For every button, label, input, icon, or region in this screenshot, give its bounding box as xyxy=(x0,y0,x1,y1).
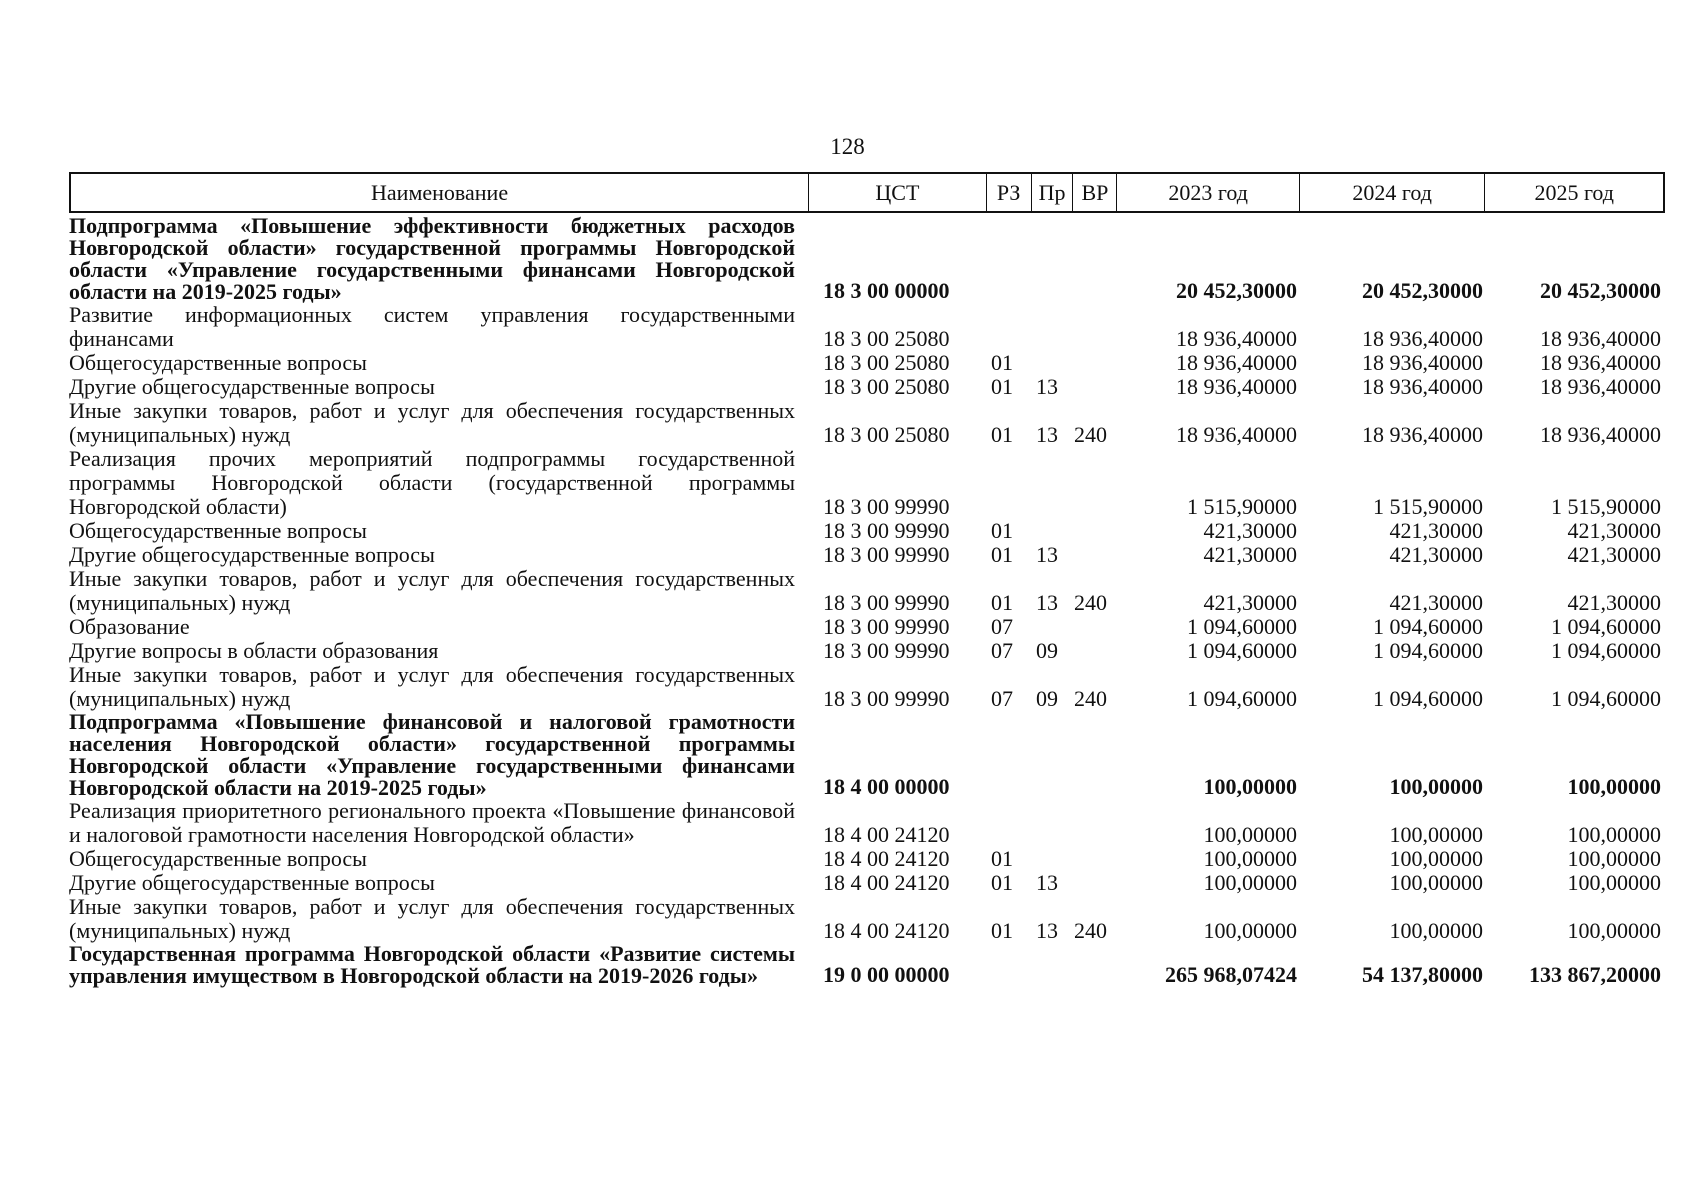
row-2025: 100,00000 xyxy=(1567,870,1661,895)
table-row xyxy=(69,351,1665,375)
row-2024: 18 936,40000 xyxy=(1362,326,1483,351)
row-pr: 13 xyxy=(1036,918,1058,943)
row-pr: 13 xyxy=(1036,542,1058,567)
table-row xyxy=(69,711,1665,799)
row-2024: 18 936,40000 xyxy=(1362,350,1483,375)
row-2023: 100,00000 xyxy=(1203,918,1297,943)
row-name: Общегосударственные вопросы xyxy=(69,350,367,375)
header-2023: 2023 год xyxy=(1117,174,1300,211)
row-2023: 18 936,40000 xyxy=(1176,422,1297,447)
table-row xyxy=(69,303,1665,351)
row-pr: 13 xyxy=(1036,374,1058,399)
table-row xyxy=(69,543,1665,567)
row-2025: 20 452,30000 xyxy=(1540,278,1661,303)
table-row xyxy=(69,375,1665,399)
header-name: Наименование xyxy=(71,174,809,211)
row-2023: 1 094,60000 xyxy=(1187,614,1297,639)
row-2024: 1 094,60000 xyxy=(1373,686,1483,711)
row-name: Иные закупки товаров, работ и услуг для обеспечения государственных (муниципальных) нужд xyxy=(69,398,795,447)
row-2025: 100,00000 xyxy=(1567,846,1661,871)
row-2024: 100,00000 xyxy=(1389,870,1483,895)
row-2024: 54 137,80000 xyxy=(1362,962,1483,987)
row-2023: 421,30000 xyxy=(1203,590,1297,615)
table-row xyxy=(69,399,1665,447)
row-cst: 18 4 00 24120 xyxy=(823,870,950,895)
table-row xyxy=(69,519,1665,543)
row-2025: 18 936,40000 xyxy=(1540,374,1661,399)
header-rz: РЗ xyxy=(987,174,1032,211)
row-cst: 18 3 00 99990 xyxy=(823,542,950,567)
budget-table xyxy=(69,172,1665,987)
row-2024: 18 936,40000 xyxy=(1362,422,1483,447)
header-cst: ЦСТ xyxy=(809,174,987,211)
row-2024: 421,30000 xyxy=(1389,542,1483,567)
row-2025: 1 094,60000 xyxy=(1551,686,1661,711)
table-row xyxy=(69,895,1665,943)
row-rz: 01 xyxy=(991,350,1013,375)
table-row xyxy=(69,615,1665,639)
row-rz: 07 xyxy=(991,638,1013,663)
row-2024: 1 094,60000 xyxy=(1373,638,1483,663)
row-cst: 18 3 00 99990 xyxy=(823,614,950,639)
row-cst: 18 3 00 25080 xyxy=(823,350,950,375)
row-2024: 20 452,30000 xyxy=(1362,278,1483,303)
row-rz: 01 xyxy=(991,542,1013,567)
row-2025: 421,30000 xyxy=(1567,590,1661,615)
row-name: Общегосударственные вопросы xyxy=(69,846,367,871)
table-row xyxy=(69,447,1665,519)
row-cst: 18 3 00 99990 xyxy=(823,518,950,543)
table-body xyxy=(69,213,1665,987)
row-cst: 18 3 00 25080 xyxy=(823,326,950,351)
row-cst: 18 4 00 00000 xyxy=(823,774,950,799)
row-cst: 18 3 00 99990 xyxy=(823,638,950,663)
row-name: Реализация прочих мероприятий подпрограммы государственной программы Новгородской области (государственной программы Новгородской области) xyxy=(69,446,795,519)
row-name: Подпрограмма «Повышение финансовой и налоговой грамотности населения Новгородской области» государственной программы Новгородской области «Управление государственными финансами Новгородской области на 2019-2025 годы» xyxy=(69,709,795,800)
row-2025: 1 515,90000 xyxy=(1551,494,1661,519)
row-2024: 100,00000 xyxy=(1389,822,1483,847)
row-pr: 13 xyxy=(1036,590,1058,615)
row-2023: 265 968,07424 xyxy=(1165,962,1297,987)
row-rz: 01 xyxy=(991,590,1013,615)
table-row xyxy=(69,663,1665,711)
row-cst: 18 3 00 00000 xyxy=(823,278,950,303)
row-2025: 1 094,60000 xyxy=(1551,638,1661,663)
row-2023: 18 936,40000 xyxy=(1176,350,1297,375)
row-2024: 100,00000 xyxy=(1389,918,1483,943)
row-2025: 100,00000 xyxy=(1567,918,1661,943)
table-row xyxy=(69,871,1665,895)
row-2025: 133 867,20000 xyxy=(1529,962,1661,987)
row-2025: 18 936,40000 xyxy=(1540,350,1661,375)
row-name: Подпрограмма «Повышение эффективности бюджетных расходов Новгородской области» государственной программы Новгородской области «Управление государственными финансами Новгородской области на 2019-2025 годы» xyxy=(69,213,795,304)
row-2023: 20 452,30000 xyxy=(1176,278,1297,303)
table-row xyxy=(69,215,1665,303)
table-row xyxy=(69,847,1665,871)
header-2025: 2025 год xyxy=(1534,179,1614,205)
row-2025: 18 936,40000 xyxy=(1540,422,1661,447)
row-cst: 19 0 00 00000 xyxy=(823,962,950,987)
row-2024: 18 936,40000 xyxy=(1362,374,1483,399)
row-rz: 01 xyxy=(991,870,1013,895)
row-2024: 1 515,90000 xyxy=(1373,494,1483,519)
row-2024: 100,00000 xyxy=(1389,846,1483,871)
row-name: Иные закупки товаров, работ и услуг для обеспечения государственных (муниципальных) нужд xyxy=(69,662,795,711)
row-rz: 01 xyxy=(991,918,1013,943)
row-rz: 01 xyxy=(991,422,1013,447)
table-row xyxy=(69,567,1665,615)
header-pr: Пр xyxy=(1032,174,1074,211)
row-2025: 421,30000 xyxy=(1567,542,1661,567)
row-2024: 421,30000 xyxy=(1389,518,1483,543)
table-row xyxy=(69,943,1665,987)
row-cst: 18 3 00 25080 xyxy=(823,422,950,447)
row-rz: 01 xyxy=(991,374,1013,399)
row-2025: 100,00000 xyxy=(1567,774,1661,799)
row-cst: 18 3 00 99990 xyxy=(823,590,950,615)
row-2023: 18 936,40000 xyxy=(1176,374,1297,399)
row-cst: 18 3 00 99990 xyxy=(823,686,950,711)
row-2023: 1 515,90000 xyxy=(1187,494,1297,519)
row-vr: 240 xyxy=(1074,422,1107,447)
row-name: Развитие информационных систем управления государственными финансами xyxy=(69,302,795,351)
row-2023: 421,30000 xyxy=(1203,542,1297,567)
row-vr: 240 xyxy=(1074,686,1107,711)
row-name: Реализация приоритетного регионального проекта «Повышение финансовой и налоговой грамотности населения Новгородской области» xyxy=(69,798,795,847)
row-2025: 1 094,60000 xyxy=(1551,614,1661,639)
header-2024: 2024 год xyxy=(1300,174,1486,211)
row-2025: 100,00000 xyxy=(1567,822,1661,847)
row-pr: 13 xyxy=(1036,422,1058,447)
row-cst: 18 4 00 24120 xyxy=(823,846,950,871)
row-2023: 421,30000 xyxy=(1203,518,1297,543)
row-name: Другие общегосударственные вопросы xyxy=(69,870,435,895)
row-2023: 1 094,60000 xyxy=(1187,686,1297,711)
row-2023: 100,00000 xyxy=(1203,870,1297,895)
table-row xyxy=(69,639,1665,663)
row-rz: 07 xyxy=(991,686,1013,711)
row-cst: 18 3 00 25080 xyxy=(823,374,950,399)
row-pr: 09 xyxy=(1036,686,1058,711)
row-name: Иные закупки товаров, работ и услуг для обеспечения государственных (муниципальных) нужд xyxy=(69,894,795,943)
row-name: Общегосударственные вопросы xyxy=(69,518,367,543)
table-header xyxy=(69,172,1665,213)
row-2025: 421,30000 xyxy=(1567,518,1661,543)
table-row xyxy=(69,799,1665,847)
row-pr: 09 xyxy=(1036,638,1058,663)
row-rz: 01 xyxy=(991,518,1013,543)
row-2024: 1 094,60000 xyxy=(1373,614,1483,639)
row-2024: 421,30000 xyxy=(1389,590,1483,615)
row-2023: 18 936,40000 xyxy=(1176,326,1297,351)
row-name: Другие общегосударственные вопросы xyxy=(69,374,435,399)
row-cst: 18 4 00 24120 xyxy=(823,918,950,943)
row-name: Другие вопросы в области образования xyxy=(69,638,439,663)
row-rz: 07 xyxy=(991,614,1013,639)
row-cst: 18 3 00 99990 xyxy=(823,494,950,519)
row-2023: 1 094,60000 xyxy=(1187,638,1297,663)
row-vr: 240 xyxy=(1074,918,1107,943)
row-2025: 18 936,40000 xyxy=(1540,326,1661,351)
row-vr: 240 xyxy=(1074,590,1107,615)
page-number: 128 xyxy=(830,134,865,159)
row-2023: 100,00000 xyxy=(1203,774,1297,799)
row-name: Иные закупки товаров, работ и услуг для обеспечения государственных (муниципальных) нужд xyxy=(69,566,795,615)
row-pr: 13 xyxy=(1036,870,1058,895)
row-name: Другие общегосударственные вопросы xyxy=(69,542,435,567)
row-2023: 100,00000 xyxy=(1203,822,1297,847)
row-name: Государственная программа Новгородской области «Развитие системы управления имуществом в Новгородской области на 2019-2026 годы» xyxy=(69,941,795,988)
header-vr: ВР xyxy=(1073,174,1117,211)
row-name: Образование xyxy=(69,614,190,639)
row-2024: 100,00000 xyxy=(1389,774,1483,799)
row-cst: 18 4 00 24120 xyxy=(823,822,950,847)
row-rz: 01 xyxy=(991,846,1013,871)
row-2023: 100,00000 xyxy=(1203,846,1297,871)
